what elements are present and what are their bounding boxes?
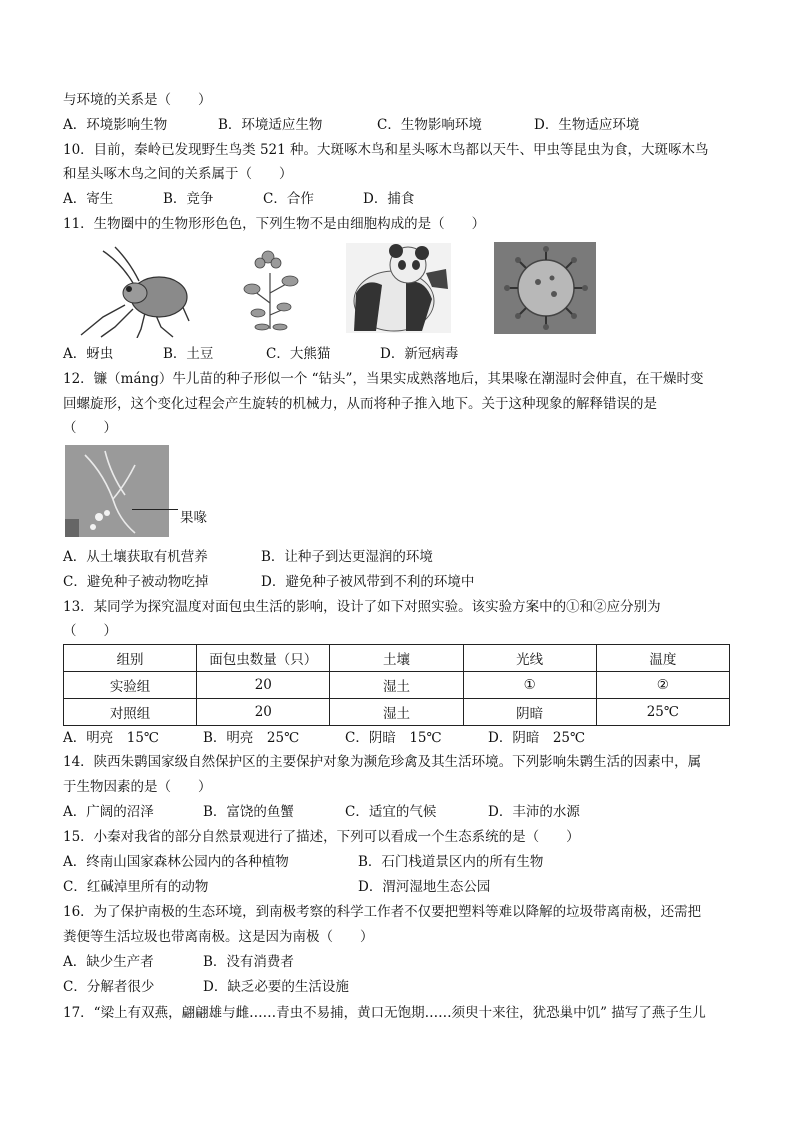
- q12-line-3: （ ）: [63, 420, 117, 436]
- q12-option-c: C．避免种子被动物吃掉: [63, 574, 209, 590]
- q11-option-a: A．蚜虫: [63, 346, 114, 362]
- q12-option-b: B．让种子到达更湿润的环境: [261, 549, 433, 565]
- table-header: 组别: [64, 645, 197, 672]
- table-header: 土壤: [330, 645, 463, 672]
- q16-line-2: 粪便等生活垃圾也带离南极。这是因为南极（ ）: [63, 929, 374, 945]
- table-header: 温度: [596, 645, 729, 672]
- coronavirus-image: [494, 242, 596, 334]
- q13-line-1: 13．某同学为探究温度对面包虫生活的影响，设计了如下对照实验。该实验方案中的①和②应分别为: [63, 599, 661, 615]
- q9-option-a: A．环境影响生物: [63, 117, 168, 133]
- experiment-table: [63, 644, 730, 726]
- table-cell: 湿土: [330, 699, 463, 726]
- table-cell: 湿土: [330, 672, 463, 699]
- q10-line-1: 10．目前，秦岭已发现野生鸟类 521 种。大斑啄木鸟和星头啄木鸟都以天牛、甲虫等昆虫为食，大斑啄木鸟: [63, 142, 709, 158]
- q14-option-d: D．丰沛的水源: [488, 804, 580, 820]
- table-cell: 20: [197, 699, 330, 726]
- q11-option-b: B．土豆: [163, 346, 214, 362]
- panda-image: [346, 243, 451, 333]
- q11-option-c: C．大熊猫: [266, 346, 331, 362]
- table-cell: 实验组: [64, 672, 197, 699]
- q10-option-b: B．竞争: [163, 191, 214, 207]
- q10-option-a: A．寄生: [63, 191, 114, 207]
- table-header: 面包虫数量（只）: [197, 645, 330, 672]
- q12-line-2: 回螺旋形，这个变化过程会产生旋转的机械力，从而将种子推入地下。关于这种现象的解释错误的是: [63, 396, 657, 412]
- q9-option-c: C．生物影响环境: [377, 117, 482, 133]
- q15-option-b: B．石门栈道景区内的所有生物: [358, 854, 544, 870]
- q9-stem: 与环境的关系是（ ）: [63, 92, 212, 108]
- table-row: [64, 672, 730, 699]
- q13-option-d: D．阴暗 25℃: [488, 730, 586, 746]
- q14-line-2: 于生物因素的是（ ）: [63, 779, 212, 795]
- q14-option-c: C．适宜的气候: [345, 804, 437, 820]
- q14-line-1: 14．陕西朱鹮国家级自然保护区的主要保护对象为濒危珍禽及其生活环境。下列影响朱鹮生活的因素中，属: [63, 754, 702, 770]
- image-label-beak: 果喙: [180, 510, 207, 526]
- table-cell: ②: [596, 672, 729, 699]
- seed-image: [65, 445, 169, 537]
- table-header: 光线: [463, 645, 596, 672]
- q9-option-b: B．环境适应生物: [218, 117, 323, 133]
- table-row: [64, 699, 730, 726]
- table-cell: 25℃: [596, 699, 729, 726]
- potato-plant-image: [238, 243, 302, 331]
- table-cell: 20: [197, 672, 330, 699]
- q12-option-a: A．从土壤获取有机营养: [63, 549, 208, 565]
- q16-line-1: 16．为了保护南极的生态环境，到南极考察的科学工作者不仅要把塑料等难以降解的垃圾带离南极，还需把: [63, 904, 702, 920]
- q16-option-a: A．缺少生产者: [63, 954, 154, 970]
- q13-option-b: B．明亮 25℃: [203, 730, 300, 746]
- q15-option-a: A．终南山国家森林公园内的各种植物: [63, 854, 289, 870]
- table-cell: 阴暗: [463, 699, 596, 726]
- q17-line-1: 17．“梁上有双燕，翩翩雄与雌……青虫不易捕，黄口无饱期……须臾十来往，犹恐巢中饥” 描写了燕子生儿: [63, 1005, 706, 1021]
- q13-line-2: （ ）: [63, 623, 117, 639]
- q16-option-b: B．没有消费者: [203, 954, 294, 970]
- q15-line-1: 15．小秦对我省的部分自然景观进行了描述，下列可以看成一个生态系统的是（ ）: [63, 829, 580, 845]
- q11-option-d: D．新冠病毒: [380, 346, 459, 362]
- q10-option-d: D．捕食: [363, 191, 415, 207]
- q14-option-a: A．广阔的沼泽: [63, 804, 154, 820]
- q14-option-b: B．富饶的鱼蟹: [203, 804, 294, 820]
- table-cell: ①: [463, 672, 596, 699]
- q15-option-d: D．渭河湿地生态公园: [358, 879, 491, 895]
- q12-option-d: D．避免种子被风带到不利的环境中: [261, 574, 475, 590]
- table-header-row: [64, 645, 730, 672]
- aphid-image: [63, 243, 191, 338]
- q16-option-c: C．分解者很少: [63, 979, 155, 995]
- q13-option-a: A．明亮 15℃: [63, 730, 160, 746]
- q13-option-c: C．阴暗 15℃: [345, 730, 442, 746]
- q9-option-d: D．生物适应环境: [534, 117, 640, 133]
- q10-line-2: 和星头啄木鸟之间的关系属于（ ）: [63, 166, 293, 182]
- q11-line-1: 11．生物圈中的生物形形色色，下列生物不是由细胞构成的是（ ）: [63, 216, 486, 232]
- q15-option-c: C．红碱淖里所有的动物: [63, 879, 209, 895]
- q10-option-c: C．合作: [263, 191, 314, 207]
- q12-line-1: 12．镰（máng）牛儿苗的种子形似一个 “钻头”，当果实成熟落地后，其果喙在潮湿时会伸直，在干燥时变: [63, 371, 704, 387]
- image-label-leader: [132, 509, 178, 511]
- q16-option-d: D．缺乏必要的生活设施: [203, 979, 349, 995]
- table-cell: 对照组: [64, 699, 197, 726]
